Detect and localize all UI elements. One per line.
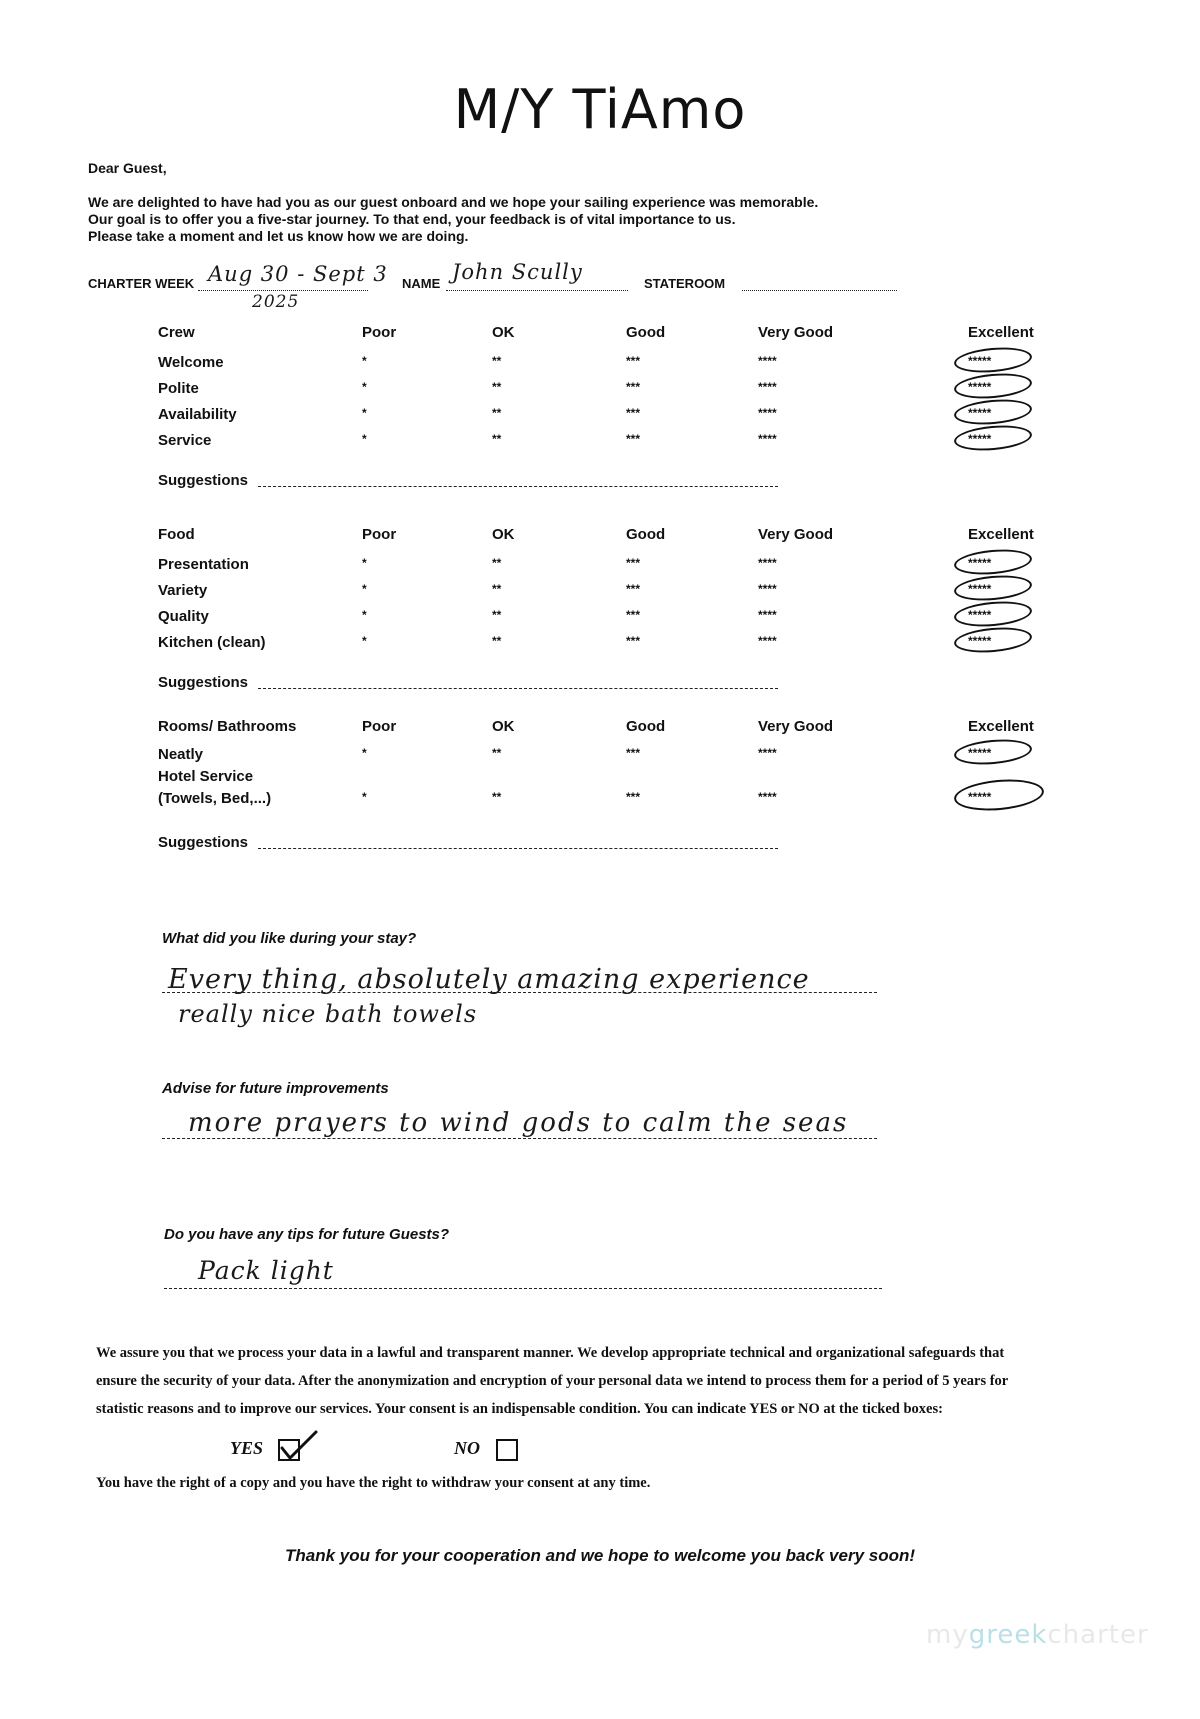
stars-3[interactable]: *** bbox=[626, 354, 641, 368]
answer-line bbox=[162, 1138, 877, 1139]
row-label: Welcome bbox=[158, 354, 224, 371]
question-improvements: Advise for future improvements bbox=[162, 1080, 389, 1097]
stars-1[interactable]: * bbox=[362, 746, 367, 760]
stars-5[interactable]: ***** bbox=[968, 432, 992, 446]
row-label: Service bbox=[158, 432, 212, 449]
watermark-part-greek: greek bbox=[968, 1620, 1048, 1650]
yes-label: YES bbox=[230, 1438, 264, 1458]
row-label: (Towels, Bed,...) bbox=[158, 790, 272, 807]
selection-circle bbox=[953, 345, 1033, 376]
rights-text: You have the right of a copy and you have the right to withdraw your consent at any time. bbox=[96, 1475, 651, 1491]
column-excellent: Excellent bbox=[968, 324, 1034, 341]
stars-2[interactable]: ** bbox=[492, 634, 502, 648]
rating-row bbox=[158, 380, 1058, 402]
stars-3[interactable]: *** bbox=[626, 380, 641, 394]
no-label: NO bbox=[454, 1438, 480, 1458]
intro-line-3: Please take a moment and let us know how we are doing. bbox=[88, 228, 469, 244]
row-label: Availability bbox=[158, 406, 237, 423]
stars-3[interactable]: *** bbox=[626, 406, 641, 420]
answer-tips[interactable]: Pack light bbox=[198, 1256, 334, 1285]
rating-row bbox=[158, 432, 1058, 454]
stars-1[interactable]: * bbox=[362, 380, 367, 394]
rating-row bbox=[158, 634, 1058, 656]
suggestions-label: Suggestions bbox=[158, 472, 249, 489]
row-label: Quality bbox=[158, 608, 209, 625]
consent-line-3: statistic reasons and to improve our services. Your consent is an indispensable condition. You can indicate YES or NO at the ticked boxes: bbox=[96, 1401, 943, 1417]
column-ok: OK bbox=[492, 526, 515, 543]
stars-1[interactable]: * bbox=[362, 432, 367, 446]
intro-line-2: Our goal is to offer you a five-star journey. To that end, your feedback is of vital importance to us. bbox=[88, 211, 736, 227]
stars-3[interactable]: *** bbox=[626, 582, 641, 596]
answer-line bbox=[164, 1288, 882, 1289]
suggestions-line[interactable] bbox=[258, 688, 778, 689]
row-label: Kitchen (clean) bbox=[158, 634, 266, 651]
answer-liked-line-2[interactable]: really nice bath towels bbox=[178, 1000, 478, 1028]
stars-4[interactable]: **** bbox=[758, 582, 777, 596]
suggestions-line[interactable] bbox=[258, 848, 778, 849]
stars-1[interactable]: * bbox=[362, 556, 367, 570]
stars-1[interactable]: * bbox=[362, 634, 367, 648]
question-tips: Do you have any tips for future Guests? bbox=[164, 1226, 450, 1243]
section-title: Food bbox=[158, 526, 195, 543]
charter-week-value[interactable]: Aug 30 - Sept 3 bbox=[208, 262, 388, 286]
stars-4[interactable]: **** bbox=[758, 406, 777, 420]
stars-4[interactable]: **** bbox=[758, 380, 777, 394]
suggestions-line[interactable] bbox=[258, 486, 778, 487]
row-label: Neatly bbox=[158, 746, 204, 763]
column-good: Good bbox=[626, 324, 666, 341]
stars-5[interactable]: ***** bbox=[968, 608, 992, 622]
stars-1[interactable]: * bbox=[362, 790, 367, 804]
document-title: M/Y TiAmo bbox=[453, 78, 747, 141]
rating-row bbox=[158, 406, 1058, 428]
column-excellent: Excellent bbox=[968, 718, 1034, 735]
rating-row bbox=[158, 790, 1058, 812]
stateroom-label: STATEROOM bbox=[644, 276, 726, 291]
stars-5[interactable]: ***** bbox=[968, 746, 992, 760]
rating-row bbox=[158, 746, 1058, 768]
row-label: Hotel Service bbox=[158, 768, 254, 785]
stateroom-line[interactable] bbox=[742, 290, 897, 291]
stars-1[interactable]: * bbox=[362, 406, 367, 420]
column-ok: OK bbox=[492, 324, 515, 341]
charter-week-year[interactable]: 2025 bbox=[252, 292, 300, 312]
stars-2[interactable]: ** bbox=[492, 354, 502, 368]
charter-week-label: CHARTER WEEK bbox=[88, 276, 195, 291]
stars-5[interactable]: ***** bbox=[968, 380, 992, 394]
stars-5[interactable]: ***** bbox=[968, 582, 992, 596]
check-mark-icon bbox=[276, 1428, 320, 1464]
watermark-logo bbox=[926, 1620, 1149, 1650]
section-title: Rooms/ Bathrooms bbox=[158, 718, 297, 735]
selection-circle bbox=[953, 547, 1033, 578]
intro-line-1: We are delighted to have had you as our guest onboard and we hope your sailing experience was memorable. bbox=[88, 194, 819, 210]
selection-circle bbox=[953, 776, 1045, 814]
rating-row bbox=[158, 608, 1058, 630]
stars-2[interactable]: ** bbox=[492, 556, 502, 570]
row-label: Variety bbox=[158, 582, 208, 599]
column-very-good: Very Good bbox=[758, 324, 834, 341]
stars-4[interactable]: **** bbox=[758, 556, 777, 570]
watermark-part-charter: charter bbox=[1047, 1620, 1149, 1650]
stars-3[interactable]: *** bbox=[626, 746, 641, 760]
stars-4[interactable]: **** bbox=[758, 432, 777, 446]
consent-line-2: ensure the security of your data. After the anonymization and encryption of your personal data we intend to process them for a period of 5 years for bbox=[96, 1373, 1009, 1389]
column-ok: OK bbox=[492, 718, 515, 735]
stars-5[interactable]: ***** bbox=[968, 556, 992, 570]
column-good: Good bbox=[626, 526, 666, 543]
row-label: Presentation bbox=[158, 556, 249, 573]
stars-2[interactable]: ** bbox=[492, 380, 502, 394]
stars-3[interactable]: *** bbox=[626, 790, 641, 804]
suggestions-label: Suggestions bbox=[158, 834, 249, 851]
stars-3[interactable]: *** bbox=[626, 432, 641, 446]
question-liked: What did you like during your stay? bbox=[162, 930, 417, 947]
charter-week-line bbox=[198, 290, 368, 291]
watermark-part-my: my bbox=[926, 1620, 969, 1650]
stars-2[interactable]: ** bbox=[492, 582, 502, 596]
stars-5[interactable]: ***** bbox=[968, 790, 992, 804]
stars-1[interactable]: * bbox=[362, 582, 367, 596]
stars-2[interactable]: ** bbox=[492, 432, 502, 446]
stars-4[interactable]: **** bbox=[758, 354, 777, 368]
column-good: Good bbox=[626, 718, 666, 735]
selection-circle bbox=[953, 737, 1033, 768]
stars-4[interactable]: **** bbox=[758, 790, 777, 804]
name-line bbox=[446, 290, 628, 291]
stars-1[interactable]: * bbox=[362, 354, 367, 368]
answer-improvements[interactable]: more prayers to wind gods to calm the seas bbox=[188, 1108, 849, 1138]
stars-3[interactable]: *** bbox=[626, 556, 641, 570]
rating-row bbox=[158, 556, 1058, 578]
column-very-good: Very Good bbox=[758, 526, 834, 543]
suggestions-label: Suggestions bbox=[158, 674, 249, 691]
name-value[interactable]: John Scully bbox=[452, 260, 583, 284]
column-poor: Poor bbox=[362, 324, 397, 341]
stars-4[interactable]: **** bbox=[758, 746, 777, 760]
consent-line-1: We assure you that we process your data in a lawful and transparent manner. We develop appropriate technical and organizational safeguards that bbox=[96, 1345, 1005, 1361]
column-poor: Poor bbox=[362, 718, 397, 735]
stars-5[interactable]: ***** bbox=[968, 354, 992, 368]
column-very-good: Very Good bbox=[758, 718, 834, 735]
rating-row bbox=[158, 354, 1058, 376]
section-header bbox=[158, 718, 1058, 740]
stars-4[interactable]: **** bbox=[758, 634, 777, 648]
section-title: Crew bbox=[158, 324, 195, 341]
stars-1[interactable]: * bbox=[362, 608, 367, 622]
no-checkbox[interactable] bbox=[496, 1439, 518, 1461]
closing-message: Thank you for your cooperation and we hope to welcome you back very soon! bbox=[284, 1546, 916, 1565]
answer-liked-line-1[interactable]: Every thing, absolutely amazing experience bbox=[168, 964, 810, 995]
column-excellent: Excellent bbox=[968, 526, 1034, 543]
stars-2[interactable]: ** bbox=[492, 790, 502, 804]
stars-4[interactable]: **** bbox=[758, 608, 777, 622]
column-poor: Poor bbox=[362, 526, 397, 543]
section-header bbox=[158, 324, 1058, 346]
name-label: NAME bbox=[402, 276, 441, 291]
stars-2[interactable]: ** bbox=[492, 746, 502, 760]
stars-2[interactable]: ** bbox=[492, 406, 502, 420]
stars-5[interactable]: ***** bbox=[968, 634, 992, 648]
rating-row bbox=[158, 582, 1058, 604]
greeting: Dear Guest, bbox=[88, 160, 167, 176]
row-label: Polite bbox=[158, 380, 199, 397]
section-header bbox=[158, 526, 1058, 548]
stars-5[interactable]: ***** bbox=[968, 406, 992, 420]
stars-3[interactable]: *** bbox=[626, 634, 641, 648]
stars-2[interactable]: ** bbox=[492, 608, 502, 622]
stars-3[interactable]: *** bbox=[626, 608, 641, 622]
